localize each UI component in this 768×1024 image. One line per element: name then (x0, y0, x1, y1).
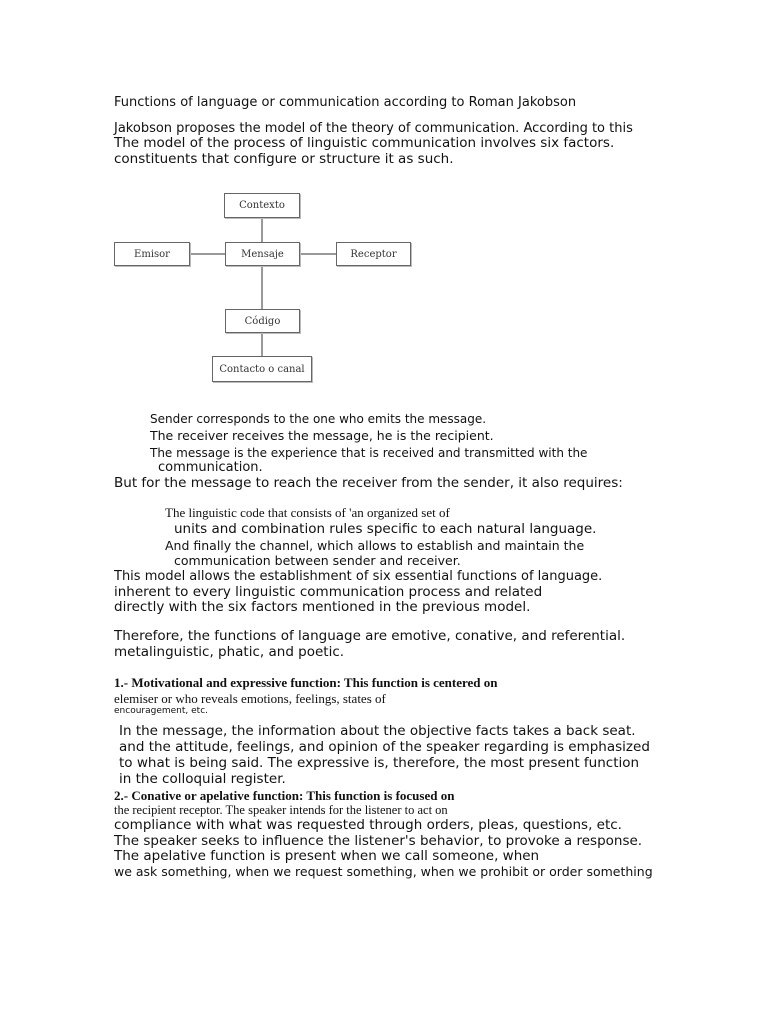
diagram-connectors (0, 0, 768, 400)
model-line: inherent to every linguistic communication process and related (114, 584, 543, 600)
section2-last-line: we ask something, when we request something, when we prohibit or order something (114, 864, 653, 879)
section1-heading: 1.- Motivational and expressive function: This function is centered on (114, 675, 498, 690)
model-line: This model allows the establishment of six essential functions of language. (114, 569, 603, 584)
bullet-text: And finally the channel, which allows to establish and maintain the (165, 538, 585, 553)
bullet-text: The receiver receives the message, he is the recipient. (150, 428, 494, 443)
section1-para-line: In the message, the information about the objective facts takes a back seat. (119, 723, 636, 739)
section2-para-line: The speaker seeks to influence the listener's behavior, to provoke a response. (114, 833, 643, 849)
section1-para-line: and the attitude, feelings, and opinion of the speaker regarding is emphasized (119, 739, 650, 755)
bullet-text: Sender corresponds to the one who emits the message. (150, 412, 487, 426)
requires-line: But for the message to reach the receiver from the sender, it also requires: (114, 475, 623, 491)
section2-line: the recipient receptor. The speaker intends for the listener to act on (114, 803, 448, 817)
model-line: directly with the six factors mentioned in the previous model. (114, 599, 531, 615)
section2-para-line: The apelative function is present when we call someone, when (114, 848, 540, 864)
codigo-box: Código (225, 309, 300, 333)
bullet-text: The linguistic code that consists of 'an organized set of (165, 505, 450, 520)
therefore-line: metalinguistic, phatic, and poetic. (114, 644, 345, 660)
section1-line: elemiser or who reveals emotions, feelings, states of (114, 691, 386, 706)
therefore-line: Therefore, the functions of language are emotive, conative, and referential. (114, 628, 626, 644)
section1-para-line: in the colloquial register. (119, 771, 286, 787)
section1-para-line: to what is being said. The expressive is, therefore, the most present function (119, 755, 640, 771)
section2-para-line: compliance with what was requested through orders, pleas, questions, etc. (114, 817, 622, 833)
intro-line: constituents that configure or structure it as such. (114, 151, 454, 167)
mensaje-box: Mensaje (225, 242, 300, 266)
intro-line: The model of the process of linguistic communication involves six factors. (114, 135, 615, 151)
bullet-continuation: communication. (158, 460, 263, 475)
section2-heading: 2.- Conative or apelative function: This function is focused on (114, 788, 455, 803)
bullet-text: The message is the experience that is received and transmitted with the (150, 446, 588, 460)
document-title: Functions of language or communication according to Roman Jakobson (114, 95, 577, 110)
section1-line: encouragement, etc. (114, 706, 208, 716)
intro-line: Jakobson proposes the model of the theory of communication. According to this (114, 121, 633, 136)
contexto-box: Contexto (224, 193, 300, 218)
bullet-continuation: communication between sender and receiver. (174, 553, 461, 568)
bullet-continuation: units and combination rules specific to each natural language. (174, 521, 597, 537)
emisor-box: Emisor (114, 242, 190, 266)
contacto-box: Contacto o canal (212, 356, 312, 382)
receptor-box: Receptor (336, 242, 411, 266)
